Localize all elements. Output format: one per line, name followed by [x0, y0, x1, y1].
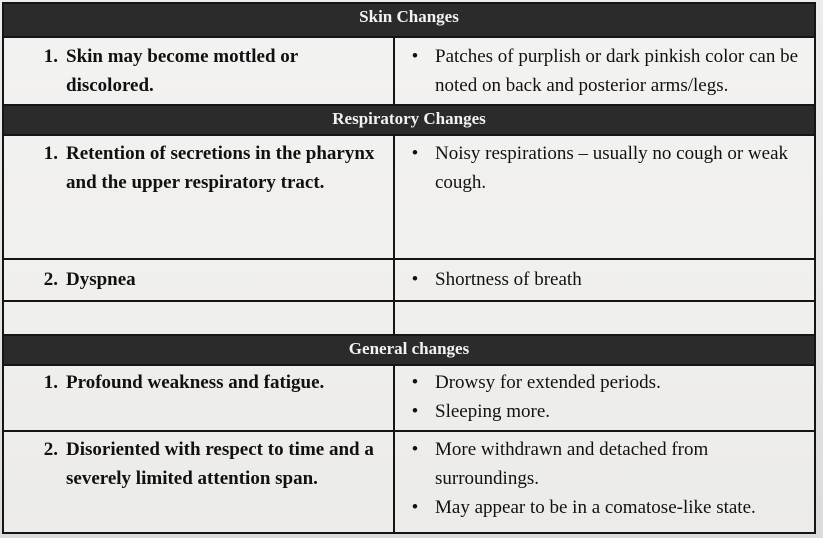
table-row — [3, 259, 815, 301]
change-cell — [3, 135, 394, 259]
item-number: 1. — [43, 372, 58, 393]
description-cell — [394, 431, 815, 533]
description-text: Noisy respirations – usually no cough or weak cough. — [435, 143, 789, 193]
description-cell — [394, 37, 815, 105]
change-text: Skin may become mottled or discolored. — [66, 46, 298, 96]
section-title: Skin Changes — [3, 3, 815, 37]
item-number: 1. — [43, 143, 58, 164]
table-row — [3, 431, 815, 533]
bullet-icon: • — [411, 372, 419, 393]
table-row — [3, 365, 815, 431]
change-text: Dyspnea — [66, 269, 136, 290]
section-header-respiratory — [3, 105, 815, 135]
bullet-icon: • — [411, 439, 419, 460]
description-text: Drowsy for extended periods. — [435, 372, 661, 393]
section-title: Respiratory Changes — [3, 105, 815, 135]
section-header-skin — [3, 3, 815, 37]
change-cell — [3, 37, 394, 105]
change-cell — [3, 431, 394, 533]
bullet-icon: • — [411, 269, 419, 290]
description-cell — [394, 259, 815, 301]
change-cell — [3, 259, 394, 301]
bullet-icon: • — [411, 46, 419, 67]
change-text: Profound weakness and fatigue. — [66, 372, 325, 393]
change-cell — [3, 365, 394, 431]
item-number: 2. — [43, 269, 58, 290]
change-text: Disoriented with respect to time and a severely limited attention span. — [66, 439, 374, 489]
spacer-row — [3, 301, 815, 335]
description-cell — [394, 135, 815, 259]
item-number: 1. — [43, 46, 58, 67]
table-row — [3, 135, 815, 259]
changes-table — [2, 2, 816, 534]
description-text: Patches of purplish or dark pinkish color can be noted on back and posterior arms/legs. — [435, 46, 799, 96]
bullet-icon: • — [411, 401, 419, 422]
section-title: General changes — [3, 335, 815, 365]
item-number: 2. — [43, 439, 58, 460]
description-text: Sleeping more. — [435, 401, 551, 422]
bullet-icon: • — [411, 497, 419, 518]
table-row — [3, 37, 815, 105]
description-text: May appear to be in a comatose-like state. — [435, 497, 756, 518]
bullet-icon: • — [411, 143, 419, 164]
description-cell — [394, 365, 815, 431]
description-text: More withdrawn and detached from surroundings. — [435, 439, 709, 489]
section-header-general — [3, 335, 815, 365]
description-text: Shortness of breath — [435, 269, 582, 290]
change-text: Retention of secretions in the pharynx and the upper respiratory tract. — [66, 143, 375, 193]
